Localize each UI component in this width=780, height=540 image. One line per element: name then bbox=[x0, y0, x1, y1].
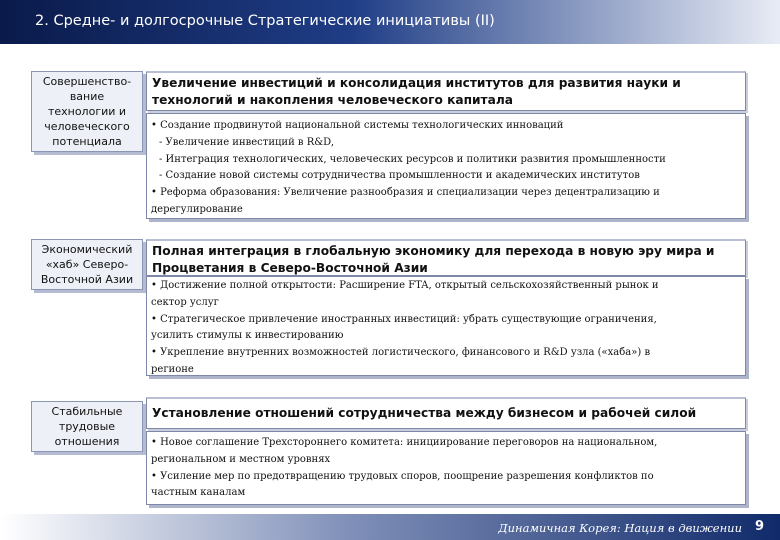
section-label-labor bbox=[31, 401, 143, 452]
page-title: 2. Средне- и долгосрочные Стратегические инициативы (II) bbox=[35, 13, 495, 29]
label-line: Стабильные bbox=[51, 405, 123, 418]
label-line: трудовые bbox=[58, 420, 116, 433]
sub-bullet-line: - Создание новой системы сотрудничества промышленности и академических институтов bbox=[159, 170, 640, 182]
heading-line: Полная интеграция в глобальную экономику для перехода в новую эру мира и bbox=[152, 244, 715, 258]
bullet-line: • Создание продвинутой национальной системы технологических инноваций bbox=[151, 120, 564, 131]
section-label-hub bbox=[31, 239, 143, 290]
bullet-continuation: дерегулирование bbox=[151, 203, 243, 215]
section-heading-hub bbox=[146, 239, 746, 276]
title-bar bbox=[0, 0, 780, 44]
bullet-continuation: сектор услуг bbox=[151, 296, 219, 308]
section-heading-labor bbox=[146, 397, 746, 429]
bullet-line: • Новое соглашение Трехстороннего комитета: инициирование переговоров на национальном, bbox=[151, 437, 658, 448]
bullet-continuation: регионе bbox=[151, 363, 194, 375]
bullet-line: • Укрепление внутренних возможностей логистического, финансового и R&D узла («хаба») в bbox=[151, 347, 651, 359]
label-line: Экономический bbox=[41, 243, 133, 256]
bullet-line: • Реформа образования: Увеличение разнообразия и специализации через децентрализацию и bbox=[151, 187, 660, 199]
label-line: Совершенство- bbox=[42, 75, 132, 88]
bullet-continuation: усилить стимулы к инвестированию bbox=[151, 330, 344, 342]
bullet-continuation: частным каналам bbox=[151, 487, 246, 499]
bullet-line: • Достижение полной открытости: Расширение FTA, открытый сельскохозяйственный рынок и bbox=[151, 280, 659, 291]
page-number: 9 bbox=[754, 519, 764, 534]
label-line: отношения bbox=[54, 435, 120, 448]
heading-line: Установление отношений сотрудничества между бизнесом и рабочей силой bbox=[152, 406, 697, 420]
footer-slogan: Динамичная Корея: Нация в движении bbox=[498, 521, 742, 535]
section-body-labor bbox=[146, 431, 746, 505]
bullet-line: • Усиление мер по предотвращению трудовых споров, поощрение разрешения конфликтов по bbox=[151, 470, 654, 482]
footer-bar bbox=[0, 514, 780, 540]
heading-line: технологий и накопления человеческого капитала bbox=[152, 93, 513, 107]
label-line: человеческого bbox=[44, 120, 130, 133]
section-heading-technology bbox=[146, 71, 746, 111]
section-label-technology bbox=[31, 71, 143, 152]
heading-line: Процветания в Северо-Восточной Азии bbox=[152, 261, 428, 275]
label-line: «хаб» Северо- bbox=[45, 258, 129, 271]
sub-bullet-line: - Интеграция технологических, человеческих ресурсов и политики развития промышленности bbox=[159, 153, 666, 165]
label-line: технологии и bbox=[47, 105, 127, 118]
label-line: Восточной Азии bbox=[40, 273, 134, 286]
heading-line: Увеличение инвестиций и консолидация институтов для развития науки и bbox=[152, 76, 681, 90]
section-body-technology bbox=[146, 113, 746, 219]
label-line: вание bbox=[69, 90, 105, 103]
bullet-line: • Стратегическое привлечение иностранных инвестиций: убрать существующие ограничения, bbox=[151, 313, 657, 325]
section-body-hub bbox=[146, 276, 746, 376]
label-line: потенциала bbox=[52, 135, 122, 148]
sub-bullet-line: - Увеличение инвестиций в R&D, bbox=[159, 136, 334, 148]
bullet-continuation: региональном и местном уровнях bbox=[151, 453, 331, 465]
